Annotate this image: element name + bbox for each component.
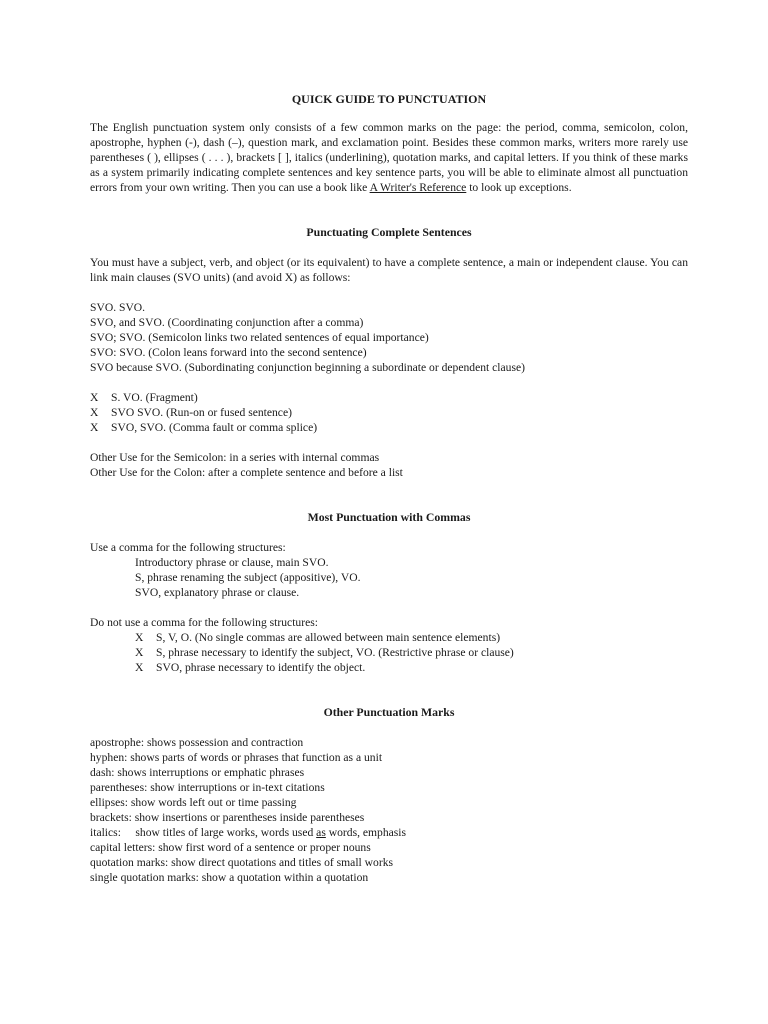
error-pattern-line	[90, 405, 688, 420]
mark-definition: quotation marks: show direct quotations and titles of small works	[90, 856, 394, 869]
mark-definition: apostrophe: shows possession and contraction	[90, 736, 304, 749]
page-title: QUICK GUIDE TO PUNCTUATION	[291, 92, 487, 106]
intro-text-before: The English punctuation system only consists of a few common marks on the page: the period, comma, semicolon, colon, apostrophe, hyphen (-), dash (–), question mark, and exclamation point. Besides these common marks, writers more rarely use parentheses ( ), ellipses ( . . . ), brackets [ ], italics (underlining), quotation marks, and capital letters. If you think of these marks as a system primarily indicating complete sentences and key sentence parts, you will be able to eliminate almost all punctuation errors from your own writing. Then you can use a book like	[90, 121, 688, 194]
book-title-link: A Writer's Reference	[369, 181, 467, 194]
intro-paragraph	[90, 120, 688, 195]
other-marks-list	[90, 735, 688, 885]
comma-use-list	[90, 540, 688, 600]
comma-dont-list	[90, 615, 688, 675]
pattern-line: SVO; SVO. (Semicolon links two related sentences of equal importance)	[90, 331, 429, 344]
italics-underlined-word: as	[316, 826, 326, 839]
comma-dont-item	[90, 645, 688, 660]
error-pattern-text: S. VO. (Fragment)	[111, 391, 198, 404]
error-pattern-line	[90, 390, 688, 405]
italics-text-after: words, emphasis	[325, 826, 407, 839]
comma-dont-text: SVO, phrase necessary to identify the object.	[156, 661, 366, 674]
pattern-line: SVO. SVO.	[90, 301, 146, 314]
heading-commas: Most Punctuation with Commas	[307, 510, 471, 524]
comma-use-item: Introductory phrase or clause, main SVO.	[135, 556, 329, 569]
heading-complete-sentences: Punctuating Complete Sentences	[306, 225, 472, 239]
mark-definition: dash: shows interruptions or emphatic phrases	[90, 766, 305, 779]
spacer	[90, 690, 688, 704]
x-mark: X	[90, 421, 99, 434]
incorrect-patterns-list	[90, 390, 688, 435]
comma-use-item: S, phrase renaming the subject (appositive), VO.	[135, 571, 361, 584]
other-uses-list	[90, 450, 688, 480]
heading-other-marks: Other Punctuation Marks	[323, 705, 455, 719]
comma-dont-text: S, phrase necessary to identify the subject, VO. (Restrictive phrase or clause)	[156, 646, 514, 659]
pattern-line: SVO because SVO. (Subordinating conjunction beginning a subordinate or dependent clause)	[90, 361, 525, 374]
error-pattern-text: SVO, SVO. (Comma fault or comma splice)	[111, 421, 318, 434]
mark-definition: capital letters: show first word of a sentence or proper nouns	[90, 841, 371, 854]
x-mark: X	[135, 646, 144, 659]
x-mark: X	[90, 391, 99, 404]
x-mark: X	[90, 406, 99, 419]
pattern-line: SVO, and SVO. (Coordinating conjunction after a comma)	[90, 316, 364, 329]
correct-patterns-list	[90, 300, 688, 375]
comma-use-intro: Use a comma for the following structures:	[90, 541, 286, 554]
italics-text-before: italics: show titles of large works, words used	[90, 826, 317, 839]
mark-definition: ellipses: show words left out or time passing	[90, 796, 297, 809]
other-use-line: Other Use for the Semicolon: in a series with internal commas	[90, 451, 380, 464]
pattern-line: SVO: SVO. (Colon leans forward into the second sentence)	[90, 346, 367, 359]
comma-dont-text: S, V, O. (No single commas are allowed between main sentence elements)	[156, 631, 501, 644]
error-pattern-text: SVO SVO. (Run-on or fused sentence)	[111, 406, 292, 419]
comma-use-item: SVO, explanatory phrase or clause.	[135, 586, 300, 599]
mark-definition-italics	[90, 825, 688, 840]
mark-definition: brackets: show insertions or parentheses inside parentheses	[90, 811, 365, 824]
intro-text-after: to look up exceptions.	[466, 181, 572, 194]
x-mark: X	[135, 631, 144, 644]
comma-dont-item	[90, 660, 688, 675]
mark-definition: single quotation marks: show a quotation within a quotation	[90, 871, 369, 884]
comma-dont-item	[90, 630, 688, 645]
other-use-line: Other Use for the Colon: after a complete sentence and before a list	[90, 466, 403, 479]
mark-definition: hyphen: shows parts of words or phrases that function as a unit	[90, 751, 383, 764]
comma-dont-intro: Do not use a comma for the following structures:	[90, 616, 318, 629]
spacer	[90, 210, 688, 224]
spacer	[90, 495, 688, 509]
error-pattern-line	[90, 420, 688, 435]
mark-definition: parentheses: show interruptions or in-text citations	[90, 781, 325, 794]
x-mark: X	[135, 661, 144, 674]
complete-sentences-intro: You must have a subject, verb, and object (or its equivalent) to have a complete sentence, a main or independent clause. You can link main clauses (SVO units) (and avoid X) as follows:	[90, 256, 688, 284]
